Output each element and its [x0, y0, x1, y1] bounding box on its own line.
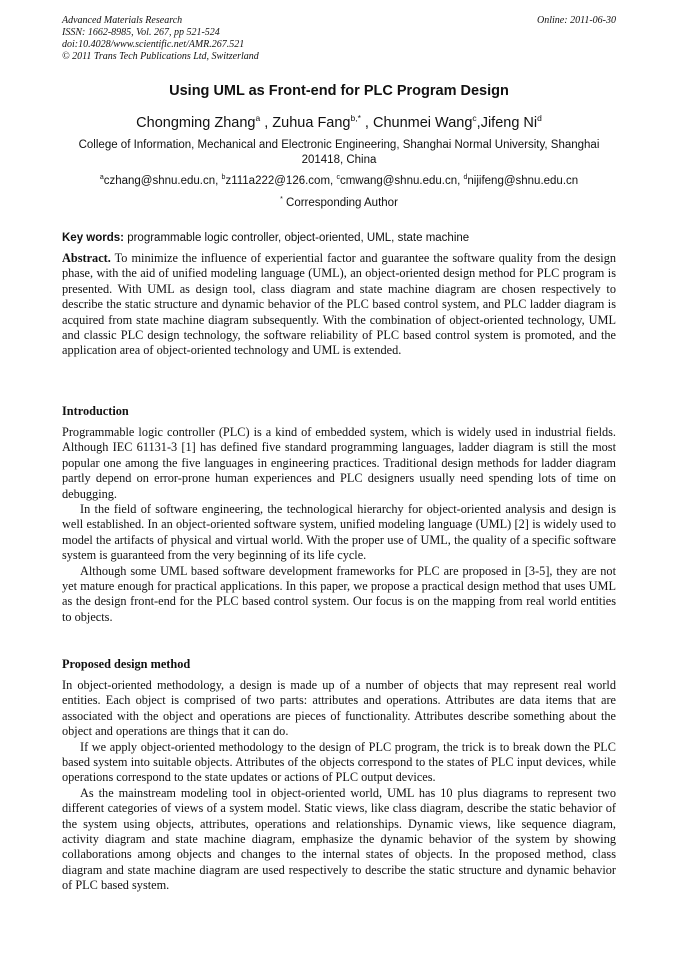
abstract	[62, 251, 616, 359]
doi-line: doi:10.4028/www.scientific.net/AMR.267.521	[62, 39, 245, 50]
section-heading-introduction: Introduction	[62, 404, 129, 418]
proposed-method-body	[62, 678, 616, 894]
affiliation: College of Information, Mechanical and Electronic Engineering, Shanghai Normal University, Shanghai 201418, China	[78, 139, 600, 166]
paragraph: Although some UML based software development frameworks for PLC are proposed in [3-5], they are not yet mature enough for practical applications. In this paper, we propose a practical design method that uses UML as the design front-end for the PLC based control system. Our focus is on the mapping from real world entities to objects.	[62, 563, 616, 624]
keywords	[62, 232, 616, 244]
author-sup: d	[537, 113, 542, 123]
corresponding-text: Corresponding Author	[286, 196, 398, 209]
keywords-label: Key words:	[62, 232, 124, 244]
corresponding-author-note	[0, 196, 678, 209]
author-name: Jifeng Ni	[480, 114, 538, 131]
abstract-label: Abstract.	[62, 251, 111, 265]
email-sup: a	[99, 174, 104, 181]
author-sup: c	[472, 113, 477, 123]
introduction-body	[62, 425, 616, 625]
issn-line: ISSN: 1662-8985, Vol. 267, pp 521-524	[62, 27, 220, 38]
author-sep: ,	[476, 114, 481, 131]
keywords-text: programmable logic controller, object-oriented, UML, state machine	[127, 232, 470, 244]
journal-name: Advanced Materials Research	[62, 15, 183, 26]
email-sup: b	[221, 174, 226, 181]
paragraph: As the mainstream modeling tool in object-oriented world, UML has 10 plus diagrams to represent two different categories of views of a system model. Static views, like class diagram, describe the static behavior of the system using objects, attributes, operations and relationships. Dynamic views, like sequence diagram, activity diagram and state machine diagram, emphasize the dynamic behavior of the system by showing collaborations among objects and changes to the internal states of objects. In the proposed method, class diagram and state machine diagram are used respectively to describe the static structure and dynamic behavior of PLC based system.	[62, 785, 616, 893]
author-sep: ,	[260, 114, 273, 131]
email-address[interactable]: cmwang@shnu.edu.cn	[339, 174, 458, 187]
paragraph: Programmable logic controller (PLC) is a kind of embedded system, which is widely used in industrial fields. Although IEC 61131-3 [1] has defined five standard programming languages, ladder diagram is still the most popular one among the five languages in engineering practices. Traditional design methods for ladder diagram partly depend on error-prone human experiences and PLC designers usually need spending lots of time on debugging.	[62, 425, 616, 501]
email-sep: ,	[330, 174, 337, 187]
abstract-text: To minimize the influence of experiential factor and guarantee the software quality from the design phase, with the aid of unified modeling language (UML), an object-oriented design method for PLC program is presented. With UML as design tool, class diagram and state machine diagram are chosen respectively to describe the static structure and dynamic behavior of the PLC based control system, and PLC ladder diagram is acquired from state machine diagram subsequently. With the combination of object-oriented technology, UML and classic PLC design technology, the software reliability of PLC based control system is promoted, and the application area of object-oriented technology and UML is extended.	[62, 251, 617, 358]
paragraph: In the field of software engineering, the technological hierarchy for object-oriented analysis and design is well established. In an object-oriented software system, unified modeling language (UML) [2] is widely used to model the artifacts of physical and virtual world. With the proper use of UML, the quality of a specific software system is guaranteed from the very beginning of its life cycle.	[62, 502, 616, 563]
email-address[interactable]: nijifeng@shnu.edu.cn	[467, 174, 579, 187]
author-name: Chongming Zhang	[136, 114, 256, 131]
section-heading-proposed-method: Proposed design method	[62, 657, 191, 671]
copyright-line: © 2011 Trans Tech Publications Ltd, Switzerland	[62, 51, 259, 62]
email-sep: ,	[457, 174, 464, 187]
author-sep: ,	[360, 114, 373, 131]
paragraph: In object-oriented methodology, a design is made up of a number of objects that may represent real world entities. Each object is comprised of two parts: attributes and operations. Attributes are data items that are associated with the object and operations are pieces of functionality. Attributes describe something about the object and operations are things that it can do.	[62, 678, 616, 739]
paragraph: If we apply object-oriented methodology to the design of PLC program, the trick is to break down the PLC based system into suitable objects. Attributes of the objects correspond to the states of PLC input devices, while operations correspond to the state updates or actions of PLC output devices.	[62, 739, 616, 785]
corresponding-sup: *	[280, 196, 283, 203]
author-sup: b,*	[350, 113, 361, 123]
email-list	[0, 174, 678, 187]
email-sep: ,	[215, 174, 222, 187]
email-sup: c	[336, 174, 340, 181]
email-sup: d	[463, 174, 468, 181]
email-address[interactable]: z111a222@126.com	[225, 174, 331, 187]
journal-header	[62, 15, 616, 63]
author-name: Chunmei Wang	[373, 114, 473, 131]
paper-title: Using UML as Front-end for PLC Program Design	[169, 83, 509, 99]
author-sup: a	[255, 113, 261, 123]
author-name: Zuhua Fang	[272, 114, 351, 131]
online-date: Online: 2011-06-30	[537, 15, 616, 26]
email-address[interactable]: czhang@shnu.edu.cn	[103, 174, 216, 187]
author-list	[0, 113, 678, 131]
